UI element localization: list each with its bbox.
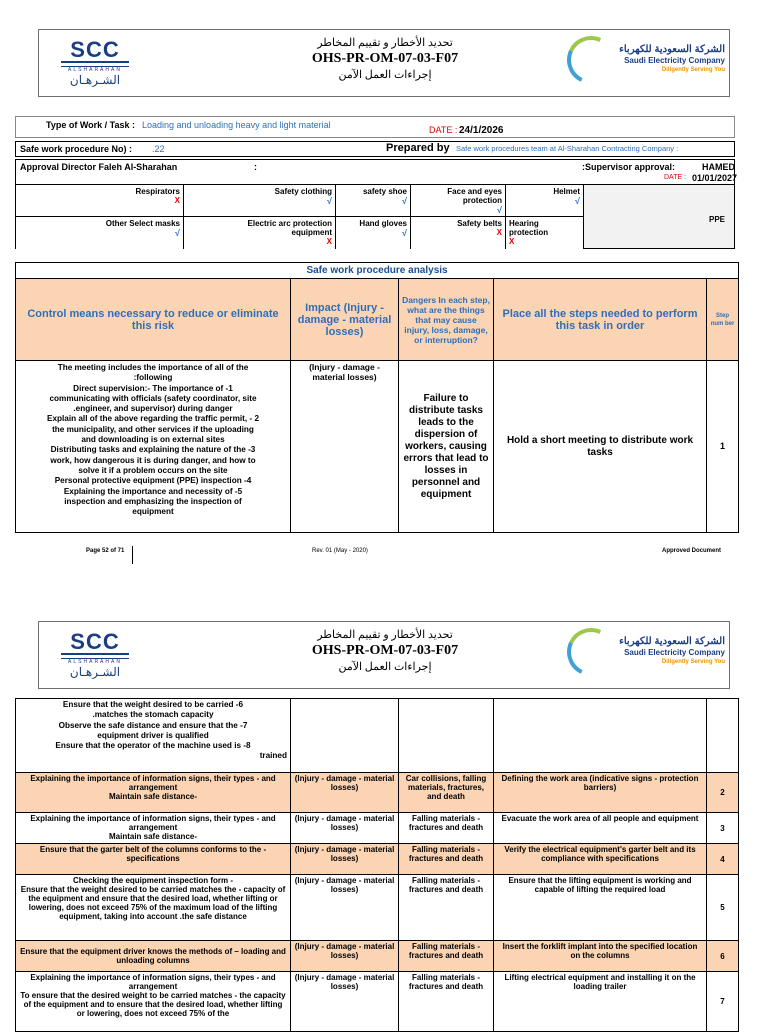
scc-logo-latin: ALSHARAHAN <box>68 67 122 73</box>
supervisor-label: :Supervisor approval: <box>582 162 676 172</box>
table-row: Checking the equipment inspection form - Ensure that the weight desired to be carried matches the - capacity of the equipment and ensure that the desired load, whether lifting or lowering, does not exceed 75% of the maximum load of the lifting equipment, taking into account .the safe distance (Injury - damage - material losses) Falling materials - fractures and death Ensure that the lifting equipment is working and capable of lifting the required load 5 <box>16 875 739 941</box>
document-code: OHS-PR-OM-07-03-F07 <box>311 51 459 66</box>
header-title-block-p2: تحديد الأخطار و تقييم المخاطر OHS-PR-OM-07-03-F07 إجراءات العمل الآمن <box>311 629 459 673</box>
ppe-helmet-mark: √ <box>575 196 580 206</box>
work-type-value: Loading and unloading heavy and light material <box>142 120 331 130</box>
ppe-hearing: Hearing protection X <box>506 217 584 249</box>
work-type-row <box>15 116 735 138</box>
header-subtitle-arabic: إجراءات العمل الآمن <box>338 69 432 81</box>
work-type-label: Type of Work / Task : <box>46 120 136 130</box>
date-label: DATE : <box>429 125 458 135</box>
col-steps-header: Place all the steps needed to perform this task in order <box>494 279 707 361</box>
ppe-hand-gloves-mark: √ <box>402 228 407 238</box>
ppe-safety-clothing: Safety clothing √ <box>184 185 336 217</box>
ppe-respirators-mark: X <box>174 196 180 205</box>
footer-divider <box>132 546 133 564</box>
footer-page: Page 52 of 71 <box>86 548 125 554</box>
row1-step: Hold a short meeting to distribute work tasks <box>494 361 707 533</box>
ppe-safety-clothing-mark: √ <box>327 196 332 206</box>
table-row: Ensure that the garter belt of the columns conforms to the - specifications (Injury - damage - material losses) Falling materials - fractures and death Verify the electrical equipment's garter belt and its compliance with specifications 4 <box>16 844 739 875</box>
ppe-other-masks: Other Select masks √ <box>16 217 184 249</box>
ppe-safety-shoe: safety shoe √ <box>336 185 411 217</box>
col-control-header: Control means necessary to reduce or eliminate this risk <box>16 279 291 361</box>
col-num-header: Step num ber <box>707 279 739 361</box>
header-title-block <box>235 36 535 82</box>
approval-colon: : <box>254 162 257 172</box>
row1-control: The meeting includes the importance of all of the :following Direct supervision:- The importance of -1 communicating with officials (safety coordinator, site .engineer, and supervisor) during danger Explain all of the above regarding the traffic permit, - 2 the municipality, and other services if the uploading and downloading is on external sites Distributing tasks and explaining the nature of the -3 work, how dangerous it is during danger, and how to solve it if a problem occurs on the site Personal protective equipment (PPE) inspection -4 Explaining the importance and necessity of -5 inspection and emphasizing the inspection of equipment <box>16 361 291 533</box>
supervisor-date-value: 01/01/2027 <box>692 173 738 183</box>
table-row: Ensure that the equipment driver knows the methods of – loading and unloading columns (Injury - damage - material losses) Falling materials - fractures and death Insert the forklift implant into the specified location on the columns 6 <box>16 941 739 972</box>
sec-logo <box>559 34 725 92</box>
analysis-table-continued <box>15 698 739 1032</box>
cont-control: Ensure that the weight desired to be carried -6 .matches the stomach capacity Observe the safe distance and ensure that the -7 equipment driver is qualified Ensure that the operator of the machine used is -8 trained <box>16 699 291 773</box>
scc-logo <box>45 37 145 90</box>
ppe-face-eyes: Face and eyes protection √ <box>411 185 506 217</box>
sec-logo-tagline: Diligently Serving You <box>661 67 725 73</box>
ppe-label: PPE <box>709 215 726 224</box>
supervisor-date-label: DATE : <box>664 174 687 181</box>
ppe-face-eyes-mark: √ <box>497 205 502 215</box>
table-row: Explaining the importance of information signs, their types - and arrangement Maintain safe distance- (Injury - damage - material losses) Falling materials - fractures and death Evacuate the work area of all people and equipment 3 <box>16 813 739 844</box>
ppe-helmet: Helmet √ <box>506 185 584 217</box>
procedure-value: .22 <box>152 144 165 154</box>
scc-logo-arabic: الشـرهـان <box>69 73 121 87</box>
footer-approved: Approved Document <box>662 548 722 554</box>
approval-director: Approval Director Faleh Al-Sharahan <box>20 162 178 172</box>
analysis-table <box>15 262 739 533</box>
ppe-electric-arc: Electric arc protection equipment X <box>184 217 336 249</box>
page2-header <box>38 621 730 689</box>
procedure-row <box>15 141 735 157</box>
date-value: 24/1/2026 <box>459 125 504 136</box>
col-dangers-header: Dangers In each step, what are the things that may cause injury, loss, damage, or interruption? <box>399 279 494 361</box>
row1-impact: (Injury - damage - material losses) <box>291 361 399 533</box>
ppe-respirators: Respirators X <box>16 185 184 217</box>
ppe-hearing-mark: X <box>509 237 515 246</box>
prepared-label: Prepared by <box>386 142 450 154</box>
sec-logo-p2: الشركة السعودية للكهرباء Saudi Electricity Company Diligently Serving You <box>559 626 725 684</box>
ppe-safety-belts: Safety belts X <box>411 217 506 249</box>
scc-logo-mark: SCC <box>70 37 120 62</box>
ppe-safety-belts-mark: X <box>496 228 502 237</box>
supervisor-name: HAMED <box>702 162 735 172</box>
header-title-arabic: تحديد الأخطار و تقييم المخاطر <box>317 37 453 49</box>
col-impact-header: Impact (Injury - damage - material losses) <box>291 279 399 361</box>
row1-dangers: Failure to distribute tasks leads to the dispersion of workers, causing errors that lead to losses in personnel and equipment <box>399 361 494 533</box>
analysis-title: Safe work procedure analysis <box>16 263 739 279</box>
ppe-hand-gloves: Hand gloves √ <box>336 217 411 249</box>
ppe-grid <box>15 185 735 249</box>
approval-row <box>15 159 738 185</box>
footer-rev: Rev. 01 (May - 2020) <box>312 548 368 554</box>
scc-logo-p2: SCC ALSHARAHAN الشـرهـان <box>45 632 145 682</box>
table-row: Explaining the importance of information signs, their types - and arrangement Maintain safe distance- (Injury - damage - material losses) Car collisions, falling materials, fractures, and death Defining the work area (indicative signs - protection barriers) 2 <box>16 773 739 813</box>
page1-header <box>38 29 730 97</box>
ppe-electric-arc-mark: X <box>326 237 332 246</box>
prepared-value: Safe work procedures team at Al-Sharahan Contracting Company : <box>456 144 679 153</box>
table-row: Explaining the importance of information signs, their types - and arrangement To ensure that the desired weight to be carried matches - the capacity of the equipment and to ensure that the desired load, whether lifting or lowering, does not exceed 75% of the (Injury - damage - material losses) Falling materials - fractures and death Lifting electrical equipment and installing it on the loading trailer 7 <box>16 972 739 1032</box>
row1-num: 1 <box>707 361 739 533</box>
ppe-safety-shoe-mark: √ <box>402 196 407 206</box>
ppe-other-masks-mark: √ <box>175 228 180 238</box>
sec-logo-english: Saudi Electricity Company <box>624 56 725 65</box>
procedure-label: Safe work procedure No) : <box>20 144 133 154</box>
sec-logo-arabic: الشركة السعودية للكهرباء <box>619 44 725 55</box>
